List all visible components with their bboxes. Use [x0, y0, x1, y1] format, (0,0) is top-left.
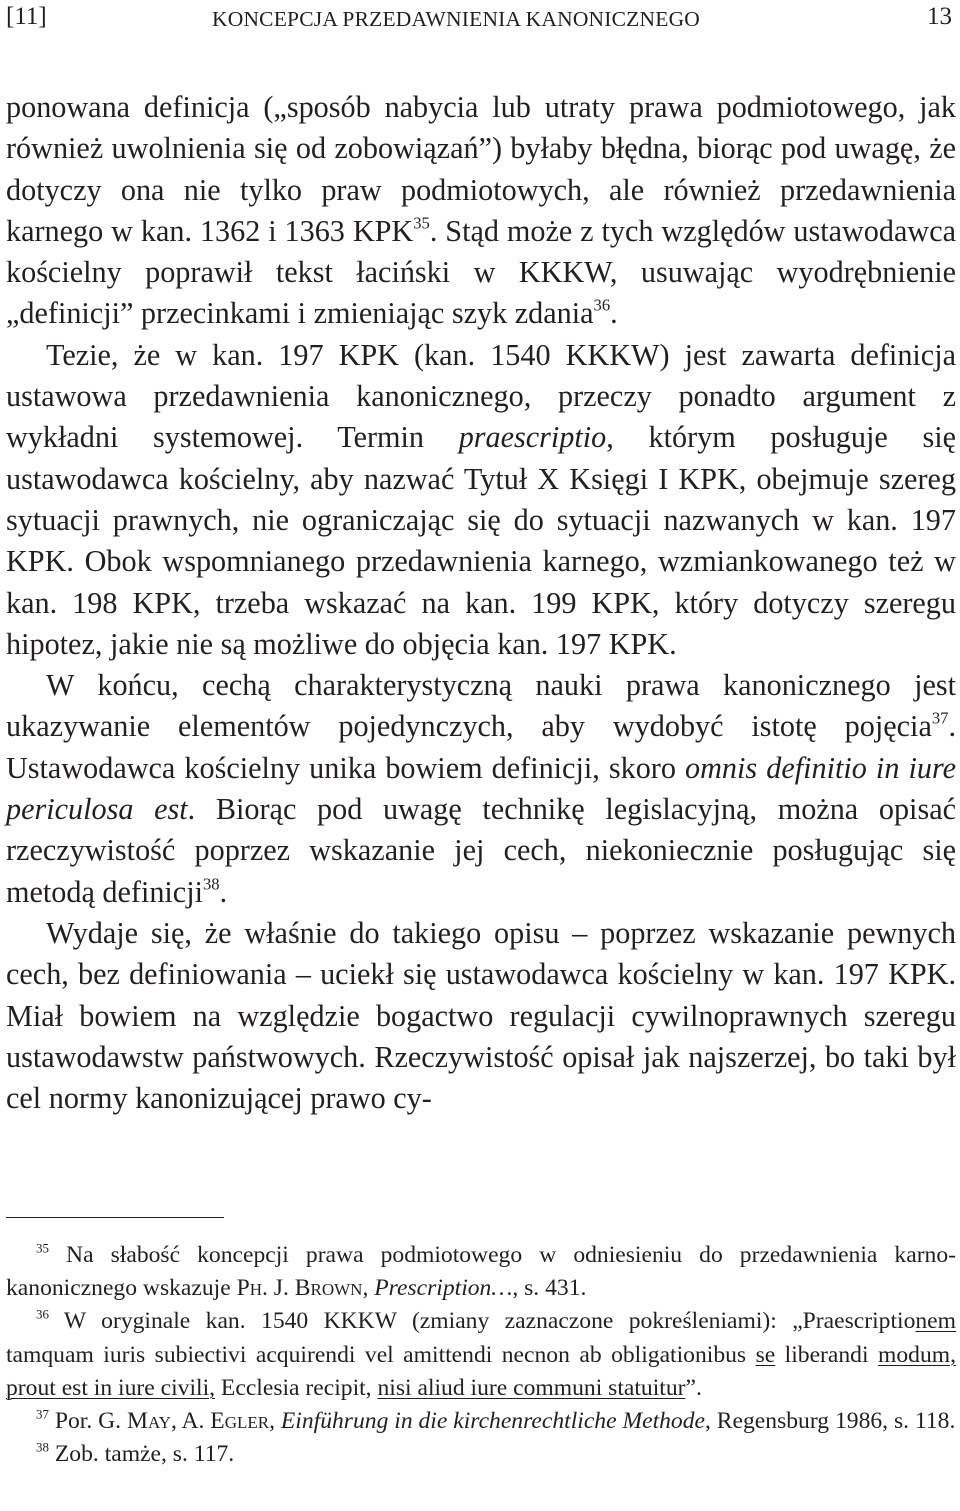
- footnote-number: 37: [36, 1406, 49, 1422]
- fn37-title: Einführung in die kirchenrechtliche Methode: [280, 1408, 705, 1435]
- paragraph-1: [6, 87, 956, 335]
- fn36-text-c: liberandi: [775, 1341, 879, 1368]
- paragraph-3: [6, 665, 956, 913]
- fn38-text-a: Zob. tamże, s. 117.: [48, 1441, 235, 1468]
- footnote-ref-38[interactable]: 38: [203, 874, 220, 894]
- fn36-underlined-2: se: [755, 1341, 776, 1368]
- paragraph-2: [6, 335, 956, 665]
- footnote-separator: [6, 1217, 224, 1218]
- p1-text-b: . Stąd może z tych względów ustawodawca kościelny poprawił tekst łaciński w KKKW, usuwając wyodrębnienie „definicji” przecinkami i zmieniając szyk zdania: [6, 213, 956, 331]
- footnote-36: [6, 1305, 956, 1405]
- fn35-text-a: Na słabość koncepcji prawa podmiotowego w odniesieniu do przedawnienia karno-kanonicznego wskazuje: [6, 1242, 956, 1302]
- paragraph-4: Wydaje się, że właśnie do takiego opisu – poprzez wskazanie pewnych cech, bez definiowania – uciekł się ustawodawca kościelny w kan. 197 KPK. Miał bowiem na względzie bogactwo regulacji cywilnoprawnych szeregu ustawodawstw państwowych. Rzeczywistość opisał jak najszerzej, bo taki był cel normy kanonizującej prawo cy-: [6, 915, 956, 1116]
- fn36-underlined-5: nisi aliud iure communi statuitur: [377, 1374, 686, 1401]
- fn37-sep: ,: [269, 1408, 281, 1435]
- fn37-text-b: , Regensburg 1986, s. 118.: [705, 1408, 956, 1435]
- main-text: [6, 87, 956, 1119]
- p3-text-a: W końcu, cechą charakterystyczną nauki prawa kanonicznego jest ukazywanie elementów pojedynczych, aby wydobyć istotę pojęcia: [6, 668, 956, 744]
- fn36-text-a: W oryginale kan. 1540 KKKW (zmiany zaznaczone pokreśleniami): „Praescriptio: [48, 1308, 916, 1335]
- p2-term-italic: praescriptio: [458, 420, 607, 455]
- footnote-number: 35: [36, 1240, 49, 1256]
- footnote-38: [6, 1438, 956, 1471]
- p3-text-d: .: [219, 874, 228, 909]
- footnote-ref-36[interactable]: 36: [593, 296, 611, 316]
- fn35-text-b: , s. 431.: [512, 1275, 587, 1302]
- fn36-underlined-1: nem: [915, 1308, 956, 1335]
- page-number: 13: [927, 3, 952, 30]
- footnote-number: 38: [36, 1439, 49, 1455]
- running-title: KONCEPCJA PRZEDAWNIENIA KANONICZNEGO: [212, 7, 701, 31]
- footnote-number: 36: [36, 1306, 49, 1322]
- p3-text-b: . Ustawodawca kościelny unika bowiem definicji, skoro: [6, 709, 956, 785]
- footnote-35: [6, 1239, 956, 1305]
- footnotes: [6, 1239, 956, 1471]
- fn35-title: Prescription…: [374, 1275, 513, 1302]
- chapter-number: [11]: [6, 3, 47, 30]
- footnote-ref-35[interactable]: 35: [413, 213, 430, 233]
- footnote-ref-37[interactable]: 37: [931, 709, 949, 728]
- footnote-37: [6, 1405, 956, 1438]
- fn36-text-e: Ecclesia recipit,: [215, 1374, 378, 1401]
- fn37-text-a: Por.: [48, 1408, 99, 1435]
- p1-text-c: .: [610, 296, 618, 331]
- p3-latin-maxim: omnis definitio in iure periculosa est: [6, 750, 956, 827]
- fn36-underlined-3: modum,: [878, 1341, 957, 1368]
- fn37-author: G. May, A. Egler: [98, 1408, 270, 1435]
- fn36-underlined-4: prout est in iure civili,: [6, 1374, 216, 1401]
- fn35-sep: ,: [362, 1275, 375, 1302]
- p2-text-b: , którym posługuje się ustawodawca kościelny, aby nazwać Tytuł X Księgi I KPK, obejmuje szereg sytuacji prawnych, nie ograniczając się do sytuacji nazwanych w kan. 197 KPK. Obok wspomnianego przedawnienia karnego, wzmiankowanego też w kan. 198 KPK, trzeba wskazać na kan. 199 KPK, który dotyczy szeregu hipotez, jakie nie są możliwe do objęcia kan. 197 KPK.: [6, 420, 956, 661]
- fn35-author: Ph. J. Brown: [236, 1275, 363, 1302]
- p3-text-c: . Biorąc pod uwagę technikę legislacyjną, można opisać rzeczywistość poprzez wskazanie jej cech, niekoniecznie posługując się metodą definicji: [6, 792, 956, 909]
- fn36-text-b: tamquam iuris subiectivi acquirendi vel amittendi necnon ab obligationibus: [6, 1341, 756, 1368]
- p1-text-a: ponowana definicja („sposób nabycia lub utraty prawa podmiotowego, jak również uwolnienia się od zobowiązań”) byłaby błędna, biorąc pod uwagę, że dotyczy ona nie tylko praw podmiotowych, ale również przedawnienia karnego w kan. 1362 i 1363 KPK: [6, 90, 956, 248]
- running-header: [6, 0, 954, 36]
- fn36-text-f: ”.: [685, 1374, 702, 1401]
- p2-text-a: Tezie, że w kan. 197 KPK (kan. 1540 KKKW) jest zawarta definicja ustawowa przedawnienia kanonicznego, przeczy ponadto argument z wykładni systemowej. Termin: [6, 337, 956, 455]
